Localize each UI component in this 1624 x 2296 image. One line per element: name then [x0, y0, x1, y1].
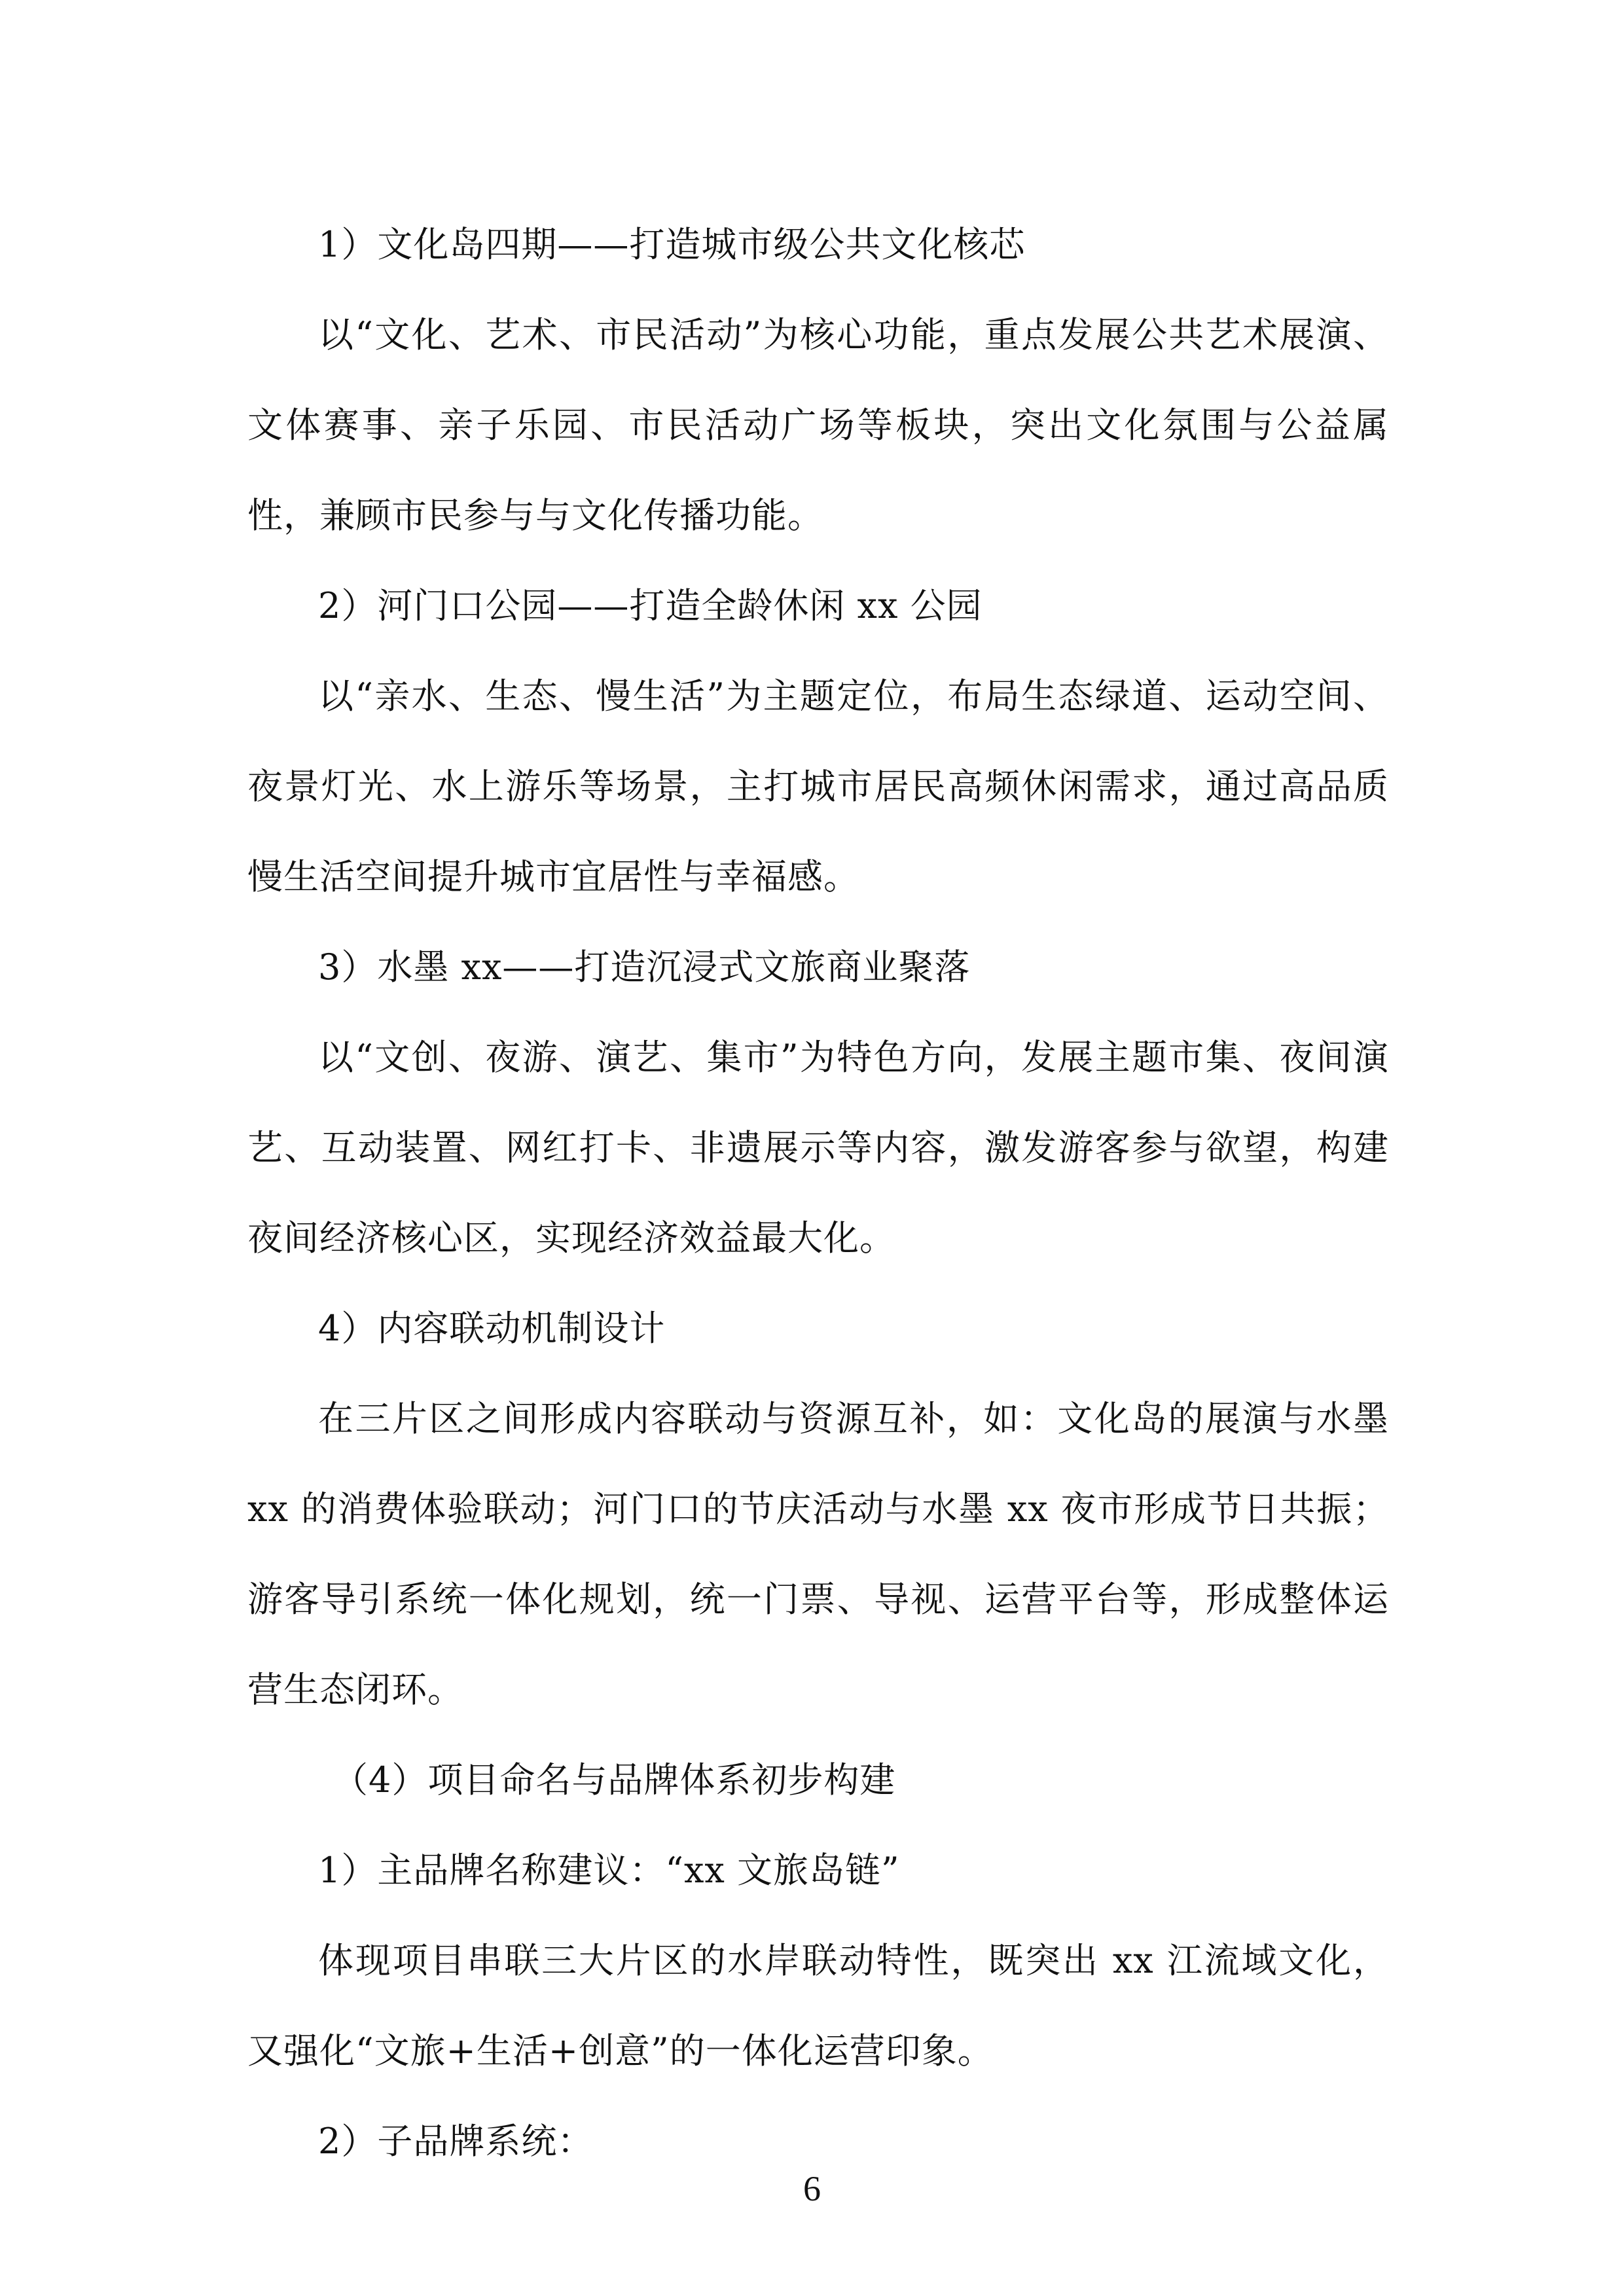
subheading-hemenkou-park: 2）河门口公园——打造全龄休闲 xx 公园	[318, 585, 983, 626]
paragraph-shuimo: 以“文创、夜游、演艺、集市”为特色方向，发展主题市集、夜间演艺、互动装置、网红打卡、非遗展示等内容，激发游客参与欲望，构建夜间经济核心区，实现经济效益最大化。	[247, 1037, 1389, 1259]
subheading-sub-brand: 2）子品牌系统：	[318, 2121, 594, 2162]
section-heading-branding: （4）项目命名与品牌体系初步构建	[333, 1759, 896, 1801]
paragraph-hemenkou-park: 以“亲水、生态、慢生活”为主题定位，布局生态绿道、运动空间、夜景灯光、水上游乐等场景，主打城市居民高频休闲需求，通过高品质慢生活空间提升城市宜居性与幸福感。	[247, 675, 1389, 897]
subheading-cultural-island: 1）文化岛四期——打造城市级公共文化核芯	[318, 224, 1026, 265]
subheading-content-linkage: 4）内容联动机制设计	[318, 1308, 666, 1349]
page-number: 6	[803, 2169, 821, 2208]
document-body	[247, 200, 1389, 2187]
paragraph-main-brand: 体现项目串联三大片区的水岸联动特性，既突出 xx 江流域文化，又强化“文旅+生活+创意”的一体化运营印象。	[247, 1940, 1389, 2072]
paragraph-cultural-island: 以“文化、艺术、市民活动”为核心功能，重点发展公共艺术展演、文体赛事、亲子乐园、市民活动广场等板块，突出文化氛围与公益属性，兼顾市民参与与文化传播功能。	[247, 314, 1389, 536]
subheading-shuimo: 3）水墨 xx——打造沉浸式文旅商业聚落	[318, 946, 971, 988]
paragraph-content-linkage: 在三片区之间形成内容联动与资源互补，如：文化岛的展演与水墨 xx 的消费体验联动；河门口的节庆活动与水墨 xx 夜市形成节日共振；游客导引系统一体化规划，统一门票、导视、运营平台等，形成整体运营生态闭环。	[247, 1398, 1389, 1710]
subheading-main-brand: 1）主品牌名称建议：“xx 文旅岛链”	[318, 1850, 900, 1891]
